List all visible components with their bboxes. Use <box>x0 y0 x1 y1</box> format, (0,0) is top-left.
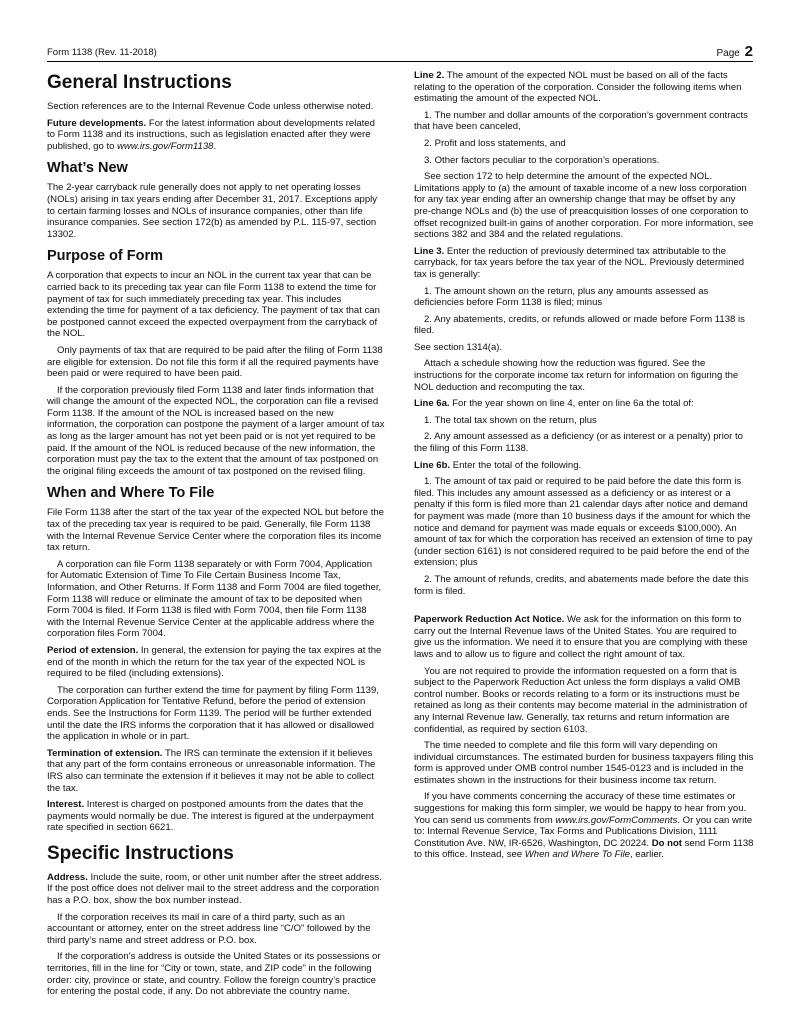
line6a-text: For the year shown on line 4, enter on line 6a the total of: <box>452 398 694 410</box>
when-paragraph-2: A corporation can file Form 1138 separately or with Form 7004, Application for Automatic Extension of Time To File Certain Business Income Tax, Information, and Other Returns. If Form 1138 and Form 7004 are filed together, Form 1138 will reduce or eliminate the amount of tax to be deposited when Form 7004 is filed. If Form 1138 is filed with Form 7004, then file Form 1138 with the Internal Revenue Service Center at the applicable address where the corporation files Form 7004. <box>47 558 382 640</box>
form-comments-link[interactable]: www.irs.gov/FormComments <box>555 814 678 826</box>
right-column <box>414 70 754 866</box>
period-extension-text: In general, the extension for paying the tax expires at the end of the month in which the return for the tax year of the expected NOL is required to be filed (including extensions). <box>47 644 382 680</box>
period-extension-label: Period of extension. <box>47 644 139 656</box>
header-rule <box>47 61 753 62</box>
purpose-paragraph-3: If the corporation previously filed Form 1138 and later finds information that will change the amount of the expected NOL, the corporation can file a revised Form 1138. If the amount of the NOL is increased based on the new information, the corporation can postpone the payment of a larger amount of tax as long as the larger amount has not yet been paid or is not yet required to be paid. If the amount of the NOL is reduced because of the new information, the corporation must pay the tax to the extent that the amount of tax postponed on the original filing exceeds the amount of tax postponed on the revised filing. <box>47 384 385 477</box>
pra-text: We ask for the information on this form to carry out the Internal Revenue laws of the United States. You are required to give us the information. We need it to ensure that you are complying with these laws and to allow us to figure and collect the right amount of tax. <box>414 614 748 660</box>
do-not-label: Do not <box>651 837 682 849</box>
line2-label: Line 2. <box>414 70 445 81</box>
purpose-paragraph-2: Only payments of tax that are required to be paid after the filing of Form 1138 are eligible for extension. Do not file this form if all the required payments have been paid or were required to have been paid. <box>47 344 383 380</box>
page-indicator <box>717 43 753 60</box>
line2-text: The amount of the expected NOL must be based on all of the facts relating to the operation of the corporation. Consider the following items when estimating the amount of the expected NOL. <box>414 70 742 105</box>
when-where-reference: When and Where To File <box>524 849 630 861</box>
when-where-heading: When and Where To File <box>47 485 215 502</box>
pra-paragraph-2: You are not required to provide the information requested on a form that is subject to the Paperwork Reduction Act unless the form displays a valid OMB control number. Books or records relating to a form or its instructions must be retained as long as their contents may become material in the administration of any Internal Revenue law. Generally, tax returns and return information are confidential, as required by section 6103. <box>414 665 748 735</box>
pra-p4d: , earlier. <box>630 849 664 861</box>
line3-text: Enter the reduction of previously determined tax attributable to the carryback, for tax years before the tax year of the NOL. Previously determined tax is generally: <box>414 245 745 280</box>
line2-paragraph <box>414 70 754 105</box>
future-developments-text: For the latest information about developments related to Form 1138 and its instructions, such as legislation enacted after they were published, go to <box>47 117 375 152</box>
line6b-label: Line 6b. <box>414 459 451 471</box>
termination-label: Termination of extension. <box>47 747 163 759</box>
pra-p4a: If you have comments concerning the accuracy of these time estimates or suggestions for making this form simpler, we would be happy to hear from you. You can send us comments from <box>414 791 747 826</box>
line2-item-1: 1. The number and dollar amounts of the corporation’s government contracts that have been canceled, <box>414 109 748 133</box>
interest-text: Interest is charged on postponed amounts from the dates that the payments would normally be due. The interest is figured at the underpayment rate specified in section 6621. <box>47 799 374 834</box>
left-column <box>47 70 385 1003</box>
interest-label: Interest. <box>47 799 85 811</box>
pra-p4b: . Or you can write to: Internal Revenue Service, Tax Forms and Publications Division, 1111 Constitution Ave. NW, IR-6526, Washington, DC 20224. <box>414 814 753 849</box>
pra-paragraph-4 <box>414 791 754 861</box>
when-paragraph-1: File Form 1138 after the start of the tax year of the expected NOL but before the tax of the preceding tax year is required to be paid. Generally, file Form 1138 with the Internal Revenue Service Center where the corporation files its income tax return. <box>47 507 384 554</box>
line6a-item-1: 1. The total tax shown on the return, plus <box>424 414 597 426</box>
line3-item-1: 1. The amount shown on the return, plus any amounts assessed as deficiencies before Form 1138 is filed; minus <box>414 285 709 309</box>
pra-label: Paperwork Reduction Act Notice. <box>414 614 565 626</box>
whats-new-heading: What’s New <box>47 160 128 177</box>
pra-paragraph-3: The time needed to complete and file this form will vary depending on individual circumstances. The estimated burden for business taxpayers filing this form is approved under OMB control number 1545-0123 and is included in the estimates shown in the instructions for their business income tax return. <box>414 740 754 786</box>
line6a-item-2: 2. Any amount assessed as a deficiency (or as interest or a penalty) prior to the filing of this Form 1138. <box>414 431 743 455</box>
purpose-heading: Purpose of Form <box>47 248 164 265</box>
page-header <box>47 42 753 62</box>
line6b-text: Enter the total of the following. <box>452 459 582 471</box>
interest-paragraph <box>47 799 385 834</box>
line6b-paragraph <box>414 460 754 472</box>
line3-item-2: 2. Any abatements, credits, or refunds allowed or made before Form 1138 is filed. <box>414 313 745 337</box>
address-paragraph-2: If the corporation receives its mail in care of a third party, such as an accountant or attorney, enter on the street address line “C/O” followed by the third party’s name and street address or P.O. box. <box>47 911 371 946</box>
address-label: Address. <box>47 871 88 883</box>
line3-paragraph-2: Attach a schedule showing how the reduction was figured. See the instructions for the corporate income tax return for information on figuring the NOL deduction and recomputing the tax. <box>414 358 739 393</box>
section-refs-text: Section references are to the Internal Revenue Code unless otherwise noted. <box>47 101 374 112</box>
period-extension-paragraph-2: The corporation can further extend the time for payment by filing Form 1139, Corporation Application for Tentative Refund, before the period of extension ends. See the Instructions for Form 1139. The period will be further extended until the date the IRS informs the corporation that it has allowed or disallowed the application in whole or in part. <box>47 684 379 743</box>
page-number: 2 <box>744 43 753 60</box>
line3-label: Line 3. <box>414 245 445 257</box>
line2-paragraph-2: See section 172 to help determine the amount of the expected NOL. Limitations apply to (a) the amount of taxable income of a new loss corporation for any tax year ending after an ownership change that may be offset by any pre-change NOLs and (b) the use of preacquisition losses of one corporation to offset recognized built-in gains of another corporation. For more information, see sections 382 and 384 and the related regulations. <box>414 171 754 241</box>
line2-item-3: 3. Other factors peculiar to the corporation’s operations. <box>424 154 660 166</box>
line3-paragraph <box>414 246 754 281</box>
general-instructions-heading: General Instructions <box>47 72 232 93</box>
future-developments-paragraph <box>47 118 385 153</box>
line2-item-2: 2. Profit and loss statements, and <box>424 137 566 149</box>
termination-paragraph <box>47 748 385 794</box>
form-id: Form 1138 (Rev. 11-2018) <box>47 47 157 58</box>
termination-text: The IRS can terminate the extension if it believes that any part of the form contains erroneous or unreasonable information. The IRS also can terminate the extension if it believes it may not be able to collect the tax. <box>47 747 376 794</box>
period-extension-paragraph <box>47 645 385 680</box>
pra-paragraph <box>414 614 754 660</box>
section-gap <box>414 602 754 614</box>
form1138-link[interactable]: www.irs.gov/Form1138 <box>117 140 214 152</box>
future-developments-label: Future developments. <box>47 117 147 129</box>
page-label: Page <box>716 48 740 59</box>
line6a-label: Line 6a. <box>414 398 450 410</box>
whats-new-text: The 2-year carryback rule generally does not apply to net operating losses (NOLs) arising in tax years ending after December 31, 2017. Exceptions apply to certain farming losses and NOLs of insurance companies, other than life insurance companies. See section 172(b) as amended by P.L. 115-97, section 13302. <box>47 182 378 240</box>
line6a-paragraph <box>414 398 754 410</box>
specific-instructions-heading: Specific Instructions <box>47 842 234 864</box>
address-text: Include the suite, room, or other unit number after the street address. If the post office does not deliver mail to the street address and the corporation has a P.O. box, show the box number instead. <box>47 871 382 907</box>
purpose-paragraph-1: A corporation that expects to incur an NOL in the current tax year that can be carried back to its preceding tax year can file Form 1138 to extend the time for payment of tax for such immediately preceding tax year. This includes extending the time for payment of a tax deficiency. The payment of tax that can be postponed cannot exceed the expected overpayment from the carryback of the NOL. <box>47 270 380 340</box>
future-developments-end: . <box>213 140 217 152</box>
line6b-item-1: 1. The amount of tax paid or required to be paid before the date this form is filed. This includes any amount assessed as a deficiency or as interest or a penalty if this form is filed more than 21 calendar days after notice and demand for payment was made (more than 10 business days if the amount for which the notice and demand for payment was made equals or exceeds $100,000). An amount of tax for which the corporation has received an extension of time to pay (under section 6161) is not considered required to be paid before the end of the extension; plus <box>414 476 753 569</box>
line6b-item-2: 2. The amount of refunds, credits, and abatements made before the date this form is filed. <box>414 573 749 597</box>
line3-see-section: See section 1314(a). <box>414 341 503 353</box>
address-paragraph-3: If the corporation’s address is outside the United States or its possessions or territories, fill in the line for “City or town, state, and ZIP code” in the following order: city, province or state, and country. Follow the foreign country’s practice for entering the postal code, if any. Do not abbreviate the country name. <box>47 951 381 998</box>
pra-p4c: send Form 1138 to this office. Instead, see <box>414 837 754 861</box>
address-paragraph <box>47 872 385 907</box>
